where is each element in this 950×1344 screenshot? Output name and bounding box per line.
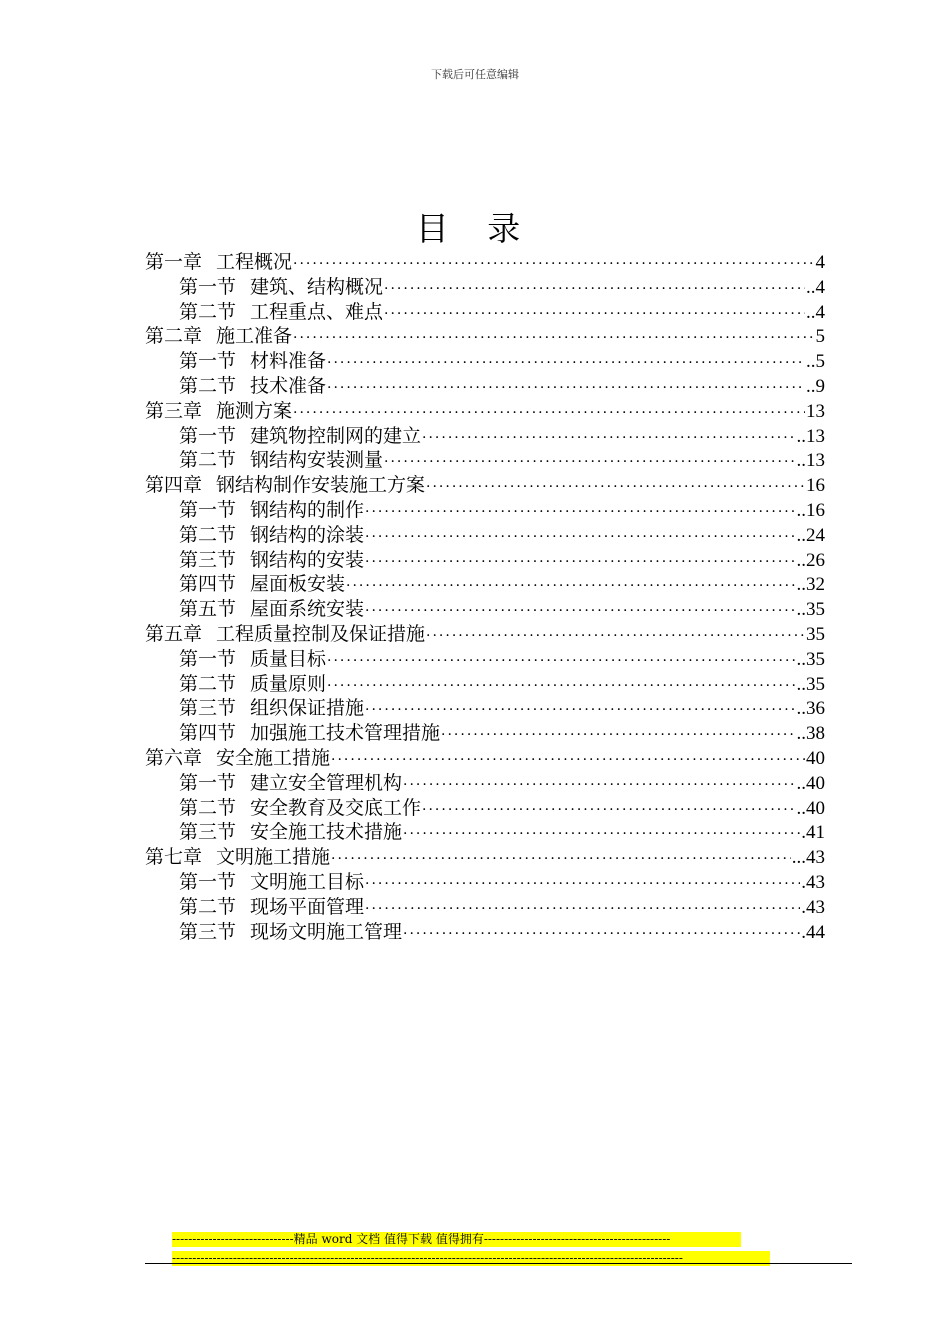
toc-entry-number: 第三节 xyxy=(179,821,237,844)
toc-section-entry[interactable] xyxy=(145,448,825,473)
toc-entry-number: 第三章 xyxy=(145,399,203,422)
toc-entry-number: 第一节 xyxy=(179,424,237,447)
toc-entry-number: 第一节 xyxy=(179,350,237,373)
toc-section-entry[interactable] xyxy=(145,920,825,945)
toc-dot-leader xyxy=(384,277,805,300)
toc-dot-leader xyxy=(327,351,805,374)
toc-page-number: ..4 xyxy=(806,276,825,298)
toc-dot-leader xyxy=(293,252,814,275)
toc-entry-number: 第四节 xyxy=(179,573,237,596)
toc-dot-leader xyxy=(403,922,800,945)
toc-entry-label: 钢结构的制作 xyxy=(250,498,365,521)
toc-dot-leader xyxy=(441,723,795,746)
toc-page-number: 5 xyxy=(815,326,825,348)
toc-entry-label: 建筑物控制网的建立 xyxy=(250,424,422,447)
toc-entry-number: 第六章 xyxy=(145,746,203,769)
toc-entry-number: 第一节 xyxy=(179,771,237,794)
toc-page-number: ..16 xyxy=(796,499,825,521)
toc-dot-leader xyxy=(365,872,800,895)
toc-section-entry[interactable] xyxy=(145,870,825,895)
toc-page-number: 35 xyxy=(806,623,825,645)
toc-section-entry[interactable] xyxy=(145,696,825,721)
toc-section-entry[interactable] xyxy=(145,572,825,597)
toc-page-number: ...43 xyxy=(791,847,825,869)
toc-dot-leader xyxy=(384,302,805,325)
toc-page-number: 13 xyxy=(806,400,825,422)
toc-section-entry[interactable] xyxy=(145,672,825,697)
toc-entry-number: 第五节 xyxy=(179,598,237,621)
toc-entry-number: 第二节 xyxy=(179,374,237,397)
toc-dot-leader xyxy=(331,748,805,771)
toc-section-entry[interactable] xyxy=(145,597,825,622)
toc-section-entry[interactable] xyxy=(145,275,825,300)
toc-dot-leader xyxy=(384,450,795,473)
toc-page-number: ..5 xyxy=(806,351,825,373)
toc-entry-number: 第四章 xyxy=(145,474,203,497)
toc-dot-leader xyxy=(403,822,800,845)
toc-dot-leader xyxy=(293,401,805,424)
toc-entry-label: 建立安全管理机构 xyxy=(250,771,403,794)
toc-page-number: .43 xyxy=(801,871,825,893)
toc-entry-number: 第一节 xyxy=(179,275,237,298)
toc-dot-leader xyxy=(365,500,795,523)
toc-entry-number: 第七章 xyxy=(145,846,203,869)
toc-dot-leader xyxy=(327,674,795,697)
toc-dot-leader xyxy=(346,574,795,597)
header-note: 下载后可任意编辑 xyxy=(431,68,519,81)
toc-entry-label: 安全教育及交底工作 xyxy=(250,796,422,819)
toc-chapter-entry[interactable] xyxy=(145,324,825,349)
toc-section-entry[interactable] xyxy=(145,895,825,920)
toc-entry-label: 现场文明施工管理 xyxy=(250,920,403,943)
footer-banner-line2: ------------------------------------------------------------------------------------------------------------------------------ xyxy=(172,1251,770,1266)
toc-section-entry[interactable] xyxy=(145,548,825,573)
toc-entry-label: 质量原则 xyxy=(250,672,327,695)
toc-page-number: .44 xyxy=(801,921,825,943)
toc-entry-number: 第二节 xyxy=(179,672,237,695)
toc-page-number: ..26 xyxy=(796,549,825,571)
toc-page-number: 16 xyxy=(806,475,825,497)
toc-entry-number: 第三节 xyxy=(179,920,237,943)
toc-entry-number: 第二节 xyxy=(179,796,237,819)
toc-entry-number: 第一节 xyxy=(179,870,237,893)
table-of-contents xyxy=(145,250,825,944)
toc-page-number: 40 xyxy=(806,747,825,769)
toc-dot-leader xyxy=(365,698,795,721)
toc-entry-label: 屋面系统安装 xyxy=(250,598,365,621)
toc-entry-label: 材料准备 xyxy=(250,350,327,373)
toc-entry-label: 钢结构的涂装 xyxy=(250,523,365,546)
toc-dot-leader xyxy=(331,847,791,870)
toc-entry-number: 第二节 xyxy=(179,895,237,918)
toc-entry-label: 钢结构的安装 xyxy=(250,548,365,571)
toc-dot-leader xyxy=(422,798,795,821)
page-title: 目 录 xyxy=(415,209,535,248)
toc-chapter-entry[interactable] xyxy=(145,250,825,275)
toc-dot-leader xyxy=(327,649,795,672)
toc-entry-label: 钢结构制作安装施工方案 xyxy=(216,474,426,497)
toc-entry-label: 现场平面管理 xyxy=(250,895,365,918)
toc-page-number: ..13 xyxy=(796,425,825,447)
toc-page-number: .41 xyxy=(801,822,825,844)
toc-section-entry[interactable] xyxy=(145,424,825,449)
toc-entry-number: 第一节 xyxy=(179,498,237,521)
footer-banner-line1: ------------------------------精品 word 文档 值得下载 值得拥有---------------------------------------------- xyxy=(172,1232,741,1247)
toc-chapter-entry[interactable] xyxy=(145,845,825,870)
toc-page-number: ..32 xyxy=(796,574,825,596)
toc-section-entry[interactable] xyxy=(145,771,825,796)
toc-page-number: ..36 xyxy=(796,698,825,720)
toc-page-number: ..13 xyxy=(796,450,825,472)
toc-entry-label: 安全施工技术措施 xyxy=(250,821,403,844)
toc-chapter-entry[interactable] xyxy=(145,746,825,771)
toc-dot-leader xyxy=(365,550,795,573)
toc-section-entry[interactable] xyxy=(145,349,825,374)
toc-entry-number: 第二节 xyxy=(179,300,237,323)
toc-entry-label: 安全施工措施 xyxy=(216,746,331,769)
toc-entry-number: 第三节 xyxy=(179,697,237,720)
toc-entry-label: 屋面板安装 xyxy=(250,573,346,596)
toc-entry-label: 建筑、结构概况 xyxy=(250,275,384,298)
toc-dot-leader xyxy=(327,376,805,399)
toc-entry-number: 第一章 xyxy=(145,251,203,273)
toc-section-entry[interactable] xyxy=(145,498,825,523)
toc-entry-label: 施工准备 xyxy=(216,325,293,348)
toc-dot-leader xyxy=(426,475,805,498)
toc-page-number: .43 xyxy=(801,896,825,918)
footer-rule xyxy=(145,1263,852,1264)
toc-entry-label: 组织保证措施 xyxy=(250,697,365,720)
toc-section-entry[interactable] xyxy=(145,796,825,821)
toc-entry-number: 第二节 xyxy=(179,449,237,472)
toc-entry-number: 第三节 xyxy=(179,548,237,571)
toc-section-entry[interactable] xyxy=(145,721,825,746)
toc-entry-label: 钢结构安装测量 xyxy=(250,449,384,472)
footer-banner xyxy=(172,1232,770,1270)
toc-dot-leader xyxy=(422,426,795,449)
toc-page-number: ..38 xyxy=(796,723,825,745)
toc-page-number: ..40 xyxy=(796,797,825,819)
toc-entry-label: 工程质量控制及保证措施 xyxy=(216,622,426,645)
toc-entry-label: 工程重点、难点 xyxy=(250,300,384,323)
toc-page-number: ..40 xyxy=(796,772,825,794)
toc-page-number: ..35 xyxy=(796,648,825,670)
toc-page-number: ..4 xyxy=(806,301,825,323)
toc-entry-label: 文明施工目标 xyxy=(250,870,365,893)
toc-entry-label: 技术准备 xyxy=(250,374,327,397)
toc-dot-leader xyxy=(426,624,805,647)
toc-entry-label: 工程概况 xyxy=(216,251,293,273)
toc-entry-label: 施测方案 xyxy=(216,399,293,422)
toc-page-number: ..9 xyxy=(806,375,825,397)
toc-section-entry[interactable] xyxy=(145,374,825,399)
toc-entry-label: 文明施工措施 xyxy=(216,846,331,869)
toc-page-number: ..35 xyxy=(796,599,825,621)
toc-page-number: 4 xyxy=(815,252,825,273)
toc-entry-number: 第一节 xyxy=(179,647,237,670)
toc-dot-leader xyxy=(365,525,795,548)
toc-entry-label: 加强施工技术管理措施 xyxy=(250,722,441,745)
toc-page-number: ..24 xyxy=(796,524,825,546)
toc-page-number: ..35 xyxy=(796,673,825,695)
toc-dot-leader xyxy=(403,773,795,796)
toc-dot-leader xyxy=(293,326,814,349)
toc-entry-number: 第四节 xyxy=(179,722,237,745)
toc-section-entry[interactable] xyxy=(145,523,825,548)
toc-dot-leader xyxy=(365,897,800,920)
toc-chapter-entry[interactable] xyxy=(145,399,825,424)
toc-dot-leader xyxy=(365,599,795,622)
toc-entry-number: 第二章 xyxy=(145,325,203,348)
toc-entry-number: 第二节 xyxy=(179,523,237,546)
toc-section-entry[interactable] xyxy=(145,300,825,325)
toc-section-entry[interactable] xyxy=(145,647,825,672)
toc-chapter-entry[interactable] xyxy=(145,622,825,647)
toc-chapter-entry[interactable] xyxy=(145,473,825,498)
toc-entry-label: 质量目标 xyxy=(250,647,327,670)
toc-entry-number: 第五章 xyxy=(145,622,203,645)
toc-section-entry[interactable] xyxy=(145,820,825,845)
